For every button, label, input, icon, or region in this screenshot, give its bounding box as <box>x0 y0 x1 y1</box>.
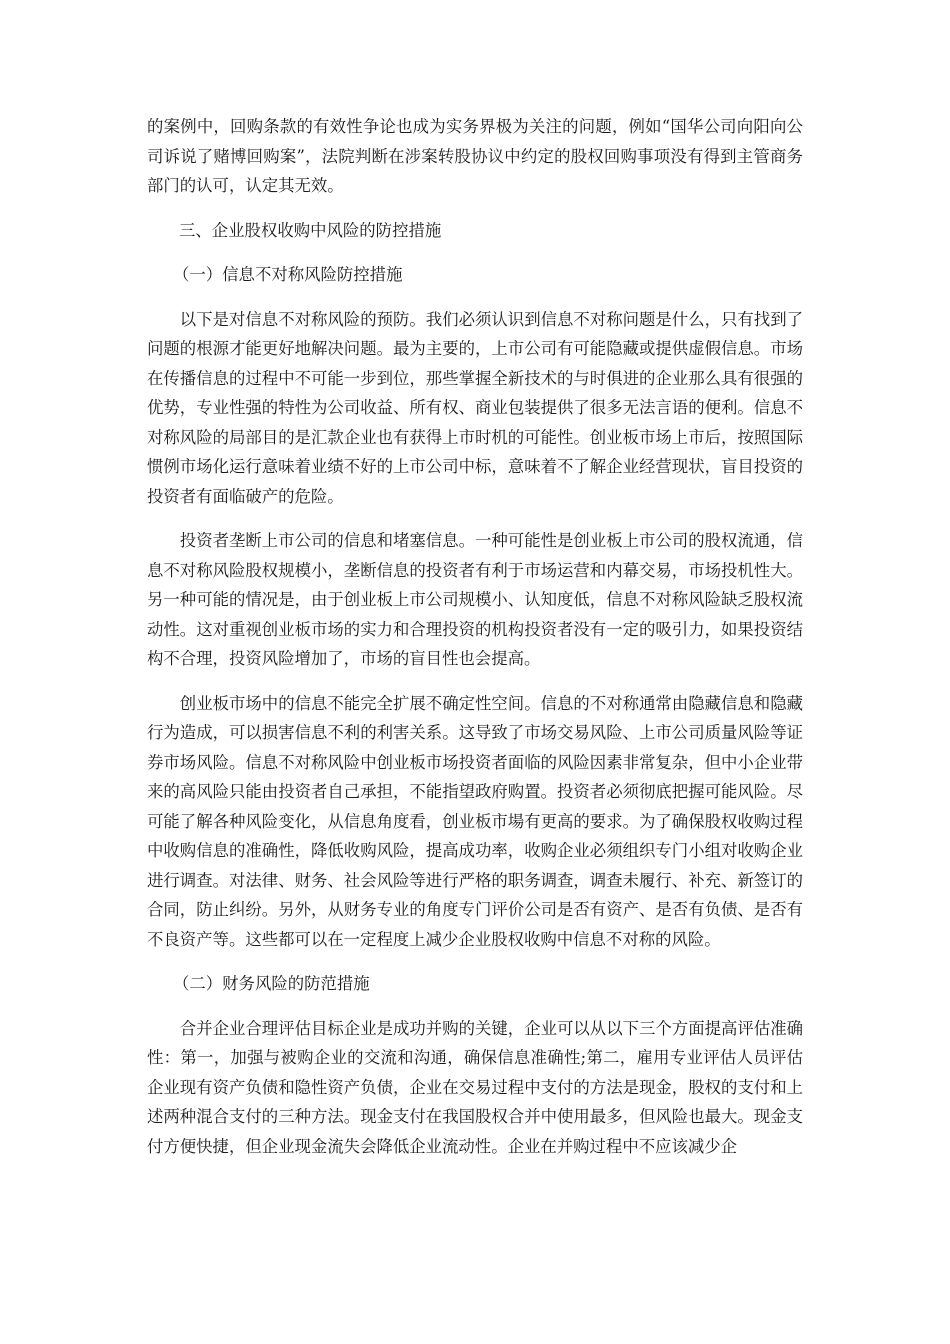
subsection-heading-information-asymmetry: （一）信息不对称风险防控措施 <box>173 265 403 284</box>
paragraph-valuation-payment: 合并企业合理评估目标企业是成功并购的关键，企业可以从以下三个方面提高评估准确性：第一，加强与被购企业的交流和沟通，确保信息准确性;第二，雇用专业评估人员评估企业现有资产负债和隐性资产负债，企业在交易过程中支付的方法是现金，股权的支付和上述两种混合支付的三种方法。现金支付在我国股权合并中使用最多，但风险也最大。现金支付方便快捷，但企业现金流失会降低企业流动性。企业在并购过程中不应该减少企 <box>147 1018 803 1156</box>
paragraph-case-conclusion: 的案例中，回购条款的有效性争论也成为实务界极为关注的问题，例如“国华公司向阳向公司诉说了赌博回购案”，法院判断在涉案转股协议中约定的股权回购事项没有得到主管商务部门的认可，认定其无效。 <box>147 117 803 195</box>
subsection-heading-financial-risk: （二）财务风险的防范措施 <box>173 974 370 993</box>
paragraph-investor-monopoly: 投资者垄断上市公司的信息和堵塞信息。一种可能性是创业板上市公司的股权流通，信息不对称风险股权规模小，垄断信息的投资者有利于市场运营和内幕交易，市场投机性大。另一种可能的情况是，由于创业板上市公司规模小、认知度低，信息不对称风险缺乏股权流动性。这对重视创业板市场的实力和合理投资的机构投资者没有一定的吸引力，如果投资结构不合理，投资风险增加了，市场的盲目性也会提高。 <box>147 531 803 668</box>
paragraph-info-asymmetry-prevention: 以下是对信息不对称风险的预防。我们必须认识到信息不对称问题是什么，只有找到了问题的根源才能更好地解决问题。最为主要的，上市公司有可能隐藏或提供虚假信息。市场在传播信息的过程中不可能一步到位，那些掌握全新技术的与时俱进的企业那么具有很强的优势，专业性强的特性为公司收益、所有权、商业包装提供了很多无法言语的便利。信息不对称风险的局部目的是汇款企业也有获得上市时机的可能性。创业板市场上市后，按照国际惯例市场化运行意味着业绩不好的上市公司中标，意味着不了解企业经营现状，盲目投资的投资者有面临破产的危险。 <box>147 309 803 506</box>
section-heading-risk-control: 三、企业股权收购中风险的防控措施 <box>179 220 442 240</box>
document-page <box>147 112 803 1176</box>
paragraph-uncertainty-space: 创业板市场中的信息不能完全扩展不确定性空间。信息的不对称通常由隐藏信息和隐藏行为造成，可以损害信息不利的利害关系。这导致了市场交易风险、上市公司质量风险等证券市场风险。信息不对称风险中创业板市场投资者面临的风险因素非常复杂，但中小企业带来的高风险只能由投资者自己承担，不能指望政府购置。投资者必须彻底把握可能风险。尽可能了解各种风险变化，从信息角度看，创业板市場有更高的要求。为了确保股权收购过程中收购信息的准确性，降低收购风险，提高成功率，收购企业必须组织专门小组对收购企业进行调查。对法律、财务、社会风险等进行严格的职务调查，调查未履行、补充、新签订的合同，防止纠纷。另外，从财务专业的角度专门评价公司是否有资产、是否有负债、是否有不良资产等。这些都可以在一定程度上减少企业股权收购中信息不对称的风险。 <box>147 693 803 949</box>
